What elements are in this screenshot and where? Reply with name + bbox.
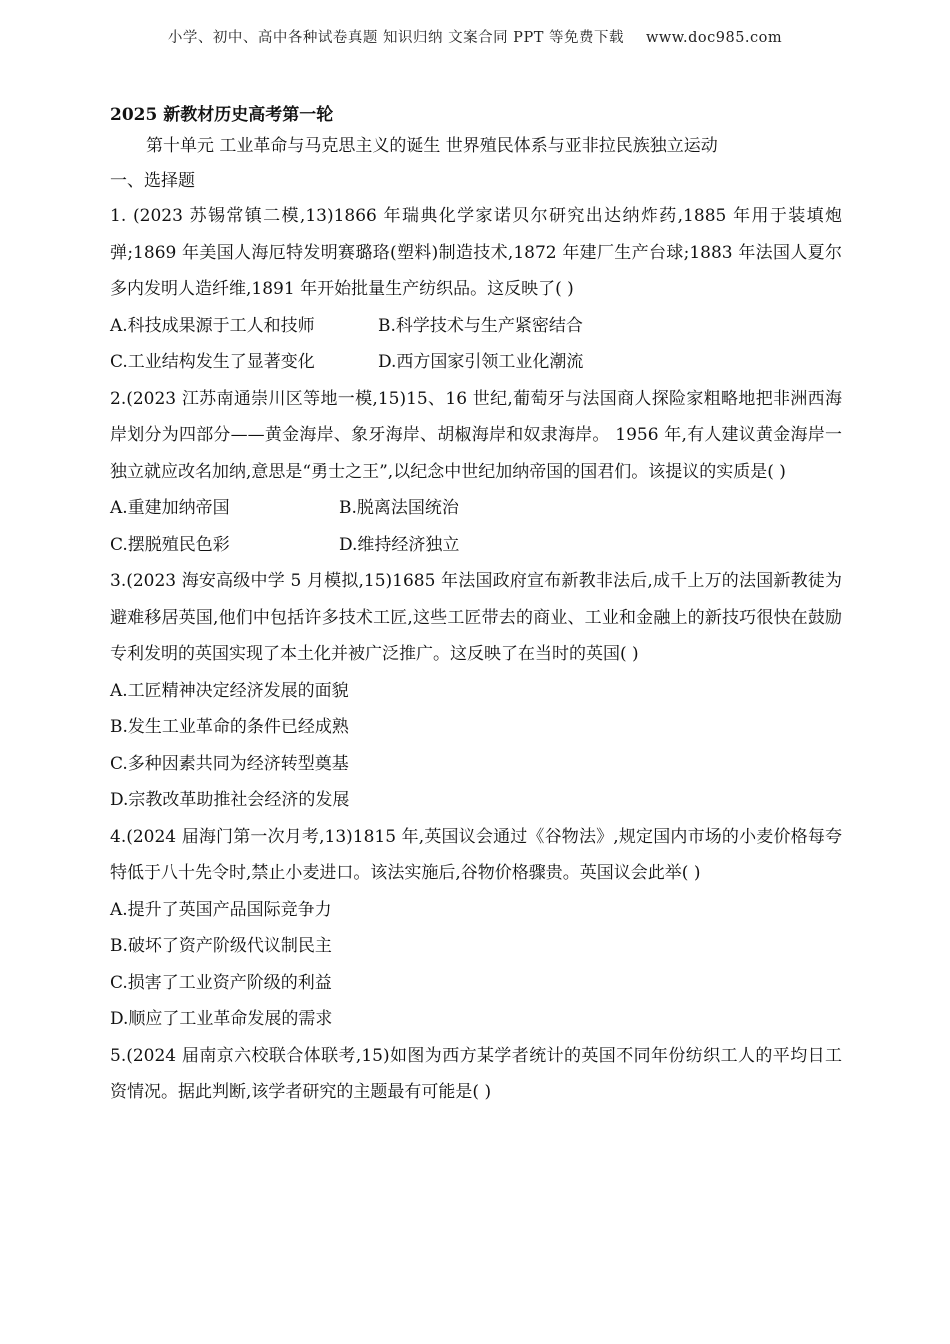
header-text: 小学、初中、高中各种试卷真题 知识归纳 文案合同 PPT 等免费下载 [167, 30, 624, 46]
option-row [110, 527, 842, 564]
option-a: A.科技成果源于工人和技师 [110, 315, 315, 336]
document-title: 2025 新教材历史高考第一轮 [110, 105, 334, 125]
question-stem: 1. (2023 苏锡常镇二模,13)1866 年瑞典化学家诺贝尔研究出达纳炸药,1885 年用于装填炮弹;1869 年美国人海厄特发明赛璐珞(塑料)制造技术,1872 年建厂生产台球;1883 年法国人夏尔多内发明人造纤维,1891 年开始批量生产纺织品。这反映了( ) [110, 206, 842, 299]
option-d: D.顺应了工业革命发展的需求 [110, 1009, 333, 1029]
section-heading: 一、选择题 [110, 171, 195, 191]
option-b: B.科学技术与生产紧密结合 [378, 315, 583, 336]
option-d: D.宗教改革助推社会经济的发展 [110, 790, 350, 810]
document-body [110, 102, 842, 1111]
option-a: A.重建加纳帝国 [110, 498, 230, 518]
option-row [110, 344, 842, 381]
option-a: A.工匠精神决定经济发展的面貌 [110, 680, 349, 701]
question-2 [110, 381, 842, 564]
header-url[interactable]: www.doc985.com [645, 30, 783, 46]
option-b: B.发生工业革命的条件已经成熟 [110, 717, 349, 737]
option-b: B.脱离法国统治 [339, 498, 459, 518]
option-c: C.工业结构发生了显著变化 [110, 352, 315, 372]
question-5 [110, 1038, 842, 1111]
option-row [110, 490, 842, 527]
question-stem: 3.(2023 海安高级中学 5 月模拟,15)1685 年法国政府宣布新教非法后,成千上万的法国新教徒为避难移居英国,他们中包括许多技术工匠,这些工匠带去的商业、工业和金融上的新技巧很快在鼓励专利发明的英国实现了本土化并被广泛推广。这反映了在当时的英国( ) [110, 571, 842, 664]
option-b: B.破坏了资产阶级代议制民主 [110, 936, 332, 956]
question-3 [110, 563, 842, 819]
question-1 [110, 198, 842, 381]
option-c: C.损害了工业资产阶级的利益 [110, 972, 332, 993]
option-a: A.提升了英国产品国际竞争力 [110, 899, 332, 920]
option-d: D.西方国家引领工业化潮流 [378, 352, 584, 372]
question-stem: 2.(2023 江苏南通崇川区等地一模,15)15、16 世纪,葡萄牙与法国商人探险家粗略地把非洲西海岸划分为四部分——黄金海岸、象牙海岸、胡椒海岸和奴隶海岸。 1956 年,有人建议黄金海岸一独立就应改名加纳,意思是“勇士之王”,以纪念中世纪加纳帝国的国君们。该提议的实质是( ) [110, 388, 842, 482]
question-4 [110, 819, 842, 1038]
option-c: C.摆脱殖民色彩 [110, 534, 230, 555]
option-c: C.多种因素共同为经济转型奠基 [110, 753, 349, 774]
option-d: D.维持经济独立 [339, 534, 460, 555]
unit-title: 第十单元 工业革命与马克思主义的诞生 世界殖民体系与亚非拉民族独立运动 [146, 136, 718, 156]
question-stem: 5.(2024 届南京六校联合体联考,15)如图为西方某学者统计的英国不同年份纺织工人的平均日工资情况。据此判断,该学者研究的主题最有可能是( ) [110, 1045, 842, 1102]
option-row [110, 308, 842, 345]
question-stem: 4.(2024 届海门第一次月考,13)1815 年,英国议会通过《谷物法》,规定国内市场的小麦价格每夸特低于八十先令时,禁止小麦进口。该法实施后,谷物价格骤贵。英国议会此举( ) [110, 826, 842, 883]
page-header [0, 26, 950, 47]
